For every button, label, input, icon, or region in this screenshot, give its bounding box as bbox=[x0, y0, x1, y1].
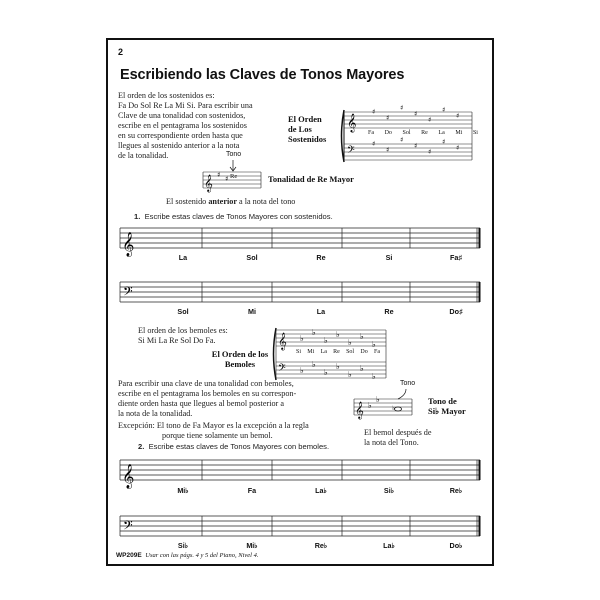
key-label: Fa bbox=[247, 486, 257, 495]
key-label: Mi bbox=[248, 307, 256, 316]
key-label: Re bbox=[316, 253, 326, 262]
text-line: El orden de los bemoles es: bbox=[138, 326, 228, 335]
svg-text:♭: ♭ bbox=[324, 336, 328, 345]
exercise-2-instruction bbox=[138, 442, 329, 451]
sharps-grand-staff bbox=[344, 106, 474, 166]
svg-text:♭: ♭ bbox=[348, 338, 352, 347]
key-label: La♭ bbox=[315, 486, 327, 495]
svg-text:♯: ♯ bbox=[386, 146, 390, 154]
svg-text:♯: ♯ bbox=[428, 116, 432, 124]
exercise-1-treble-labels bbox=[120, 253, 482, 263]
text-line: El Orden bbox=[288, 114, 322, 124]
example-caption: Tonalidad de Re Mayor bbox=[268, 174, 354, 184]
exercise-2-bass-labels bbox=[120, 541, 482, 551]
key-label: Do♯ bbox=[449, 307, 463, 316]
svg-text:♯: ♯ bbox=[456, 112, 460, 120]
bass-clef-icon: 𝄢 bbox=[347, 144, 355, 158]
key-label: Sol bbox=[177, 307, 189, 316]
exercise-2-bass-staff[interactable] bbox=[120, 512, 482, 540]
key-label: La bbox=[178, 253, 188, 262]
flats-order-label bbox=[204, 349, 276, 369]
text-line: Tono de bbox=[428, 396, 457, 406]
flats-order-notes bbox=[296, 349, 380, 355]
svg-text:♭: ♭ bbox=[336, 330, 340, 339]
svg-text:♯: ♯ bbox=[442, 138, 446, 146]
exercise-2-treble-labels bbox=[120, 486, 482, 496]
key-label: Re♭ bbox=[449, 486, 463, 495]
page-title: Escribiendo las Claves de Tonos Mayores bbox=[120, 67, 405, 83]
exercise-number: 1. bbox=[134, 212, 141, 221]
flat-sign: ♭ bbox=[376, 395, 380, 404]
svg-text:♭: ♭ bbox=[324, 368, 328, 377]
note-name: Sol bbox=[346, 349, 355, 355]
note-name: Sol bbox=[402, 130, 411, 136]
note-name: La bbox=[320, 349, 327, 355]
svg-text:♯: ♯ bbox=[456, 144, 460, 152]
text-line: de la tonalidad. bbox=[118, 151, 169, 160]
treble-clef-icon: 𝄞 bbox=[204, 174, 213, 192]
exercise-number: 2. bbox=[138, 442, 145, 451]
treble-clef-icon: 𝄞 bbox=[122, 232, 135, 256]
page-number: 2 bbox=[118, 47, 124, 57]
text-line: Sostenidos bbox=[288, 134, 327, 144]
svg-text:♯: ♯ bbox=[386, 114, 390, 122]
treble-clef-icon: 𝄞 bbox=[122, 464, 135, 488]
key-label: Si♭ bbox=[177, 541, 189, 550]
svg-text:♭: ♭ bbox=[360, 364, 364, 373]
exercise-1-treble-staff[interactable] bbox=[120, 224, 482, 256]
treble-clef-icon: 𝄞 bbox=[347, 113, 357, 132]
anterior-note bbox=[166, 197, 295, 207]
key-label: Do♭ bbox=[449, 541, 463, 550]
text-line: escribe en el pentagrama los bemoles en su correspon- bbox=[118, 389, 297, 398]
despues-note bbox=[364, 428, 432, 448]
key-label: Sol bbox=[246, 253, 258, 262]
example-note-name: Re bbox=[230, 173, 238, 180]
svg-text:♯: ♯ bbox=[428, 148, 432, 156]
bass-clef-icon: 𝄢 bbox=[123, 518, 133, 536]
svg-text:♭: ♭ bbox=[300, 334, 304, 343]
key-label: Si♭ bbox=[383, 486, 395, 495]
exception-paragraph bbox=[118, 421, 358, 441]
svg-text:♭: ♭ bbox=[348, 370, 352, 379]
note-name: Si bbox=[472, 130, 478, 136]
key-label: La bbox=[316, 307, 326, 316]
key-label: Re♭ bbox=[314, 541, 328, 550]
key-label: Mi♭ bbox=[246, 541, 258, 550]
text-line: Si Mi La Re Sol Do Fa. bbox=[138, 336, 216, 345]
page-footer bbox=[116, 552, 258, 559]
text-emphasis: anterior bbox=[208, 197, 237, 206]
text-line: en su correspondiente orden hasta que bbox=[118, 131, 243, 140]
text-line: El Orden de los bbox=[211, 349, 269, 359]
flats-example-tono-label: Tono bbox=[400, 380, 416, 387]
svg-text:♭: ♭ bbox=[300, 366, 304, 375]
footer-note: Usar con las págs. 4 y 5 del Piano, Nivel 4. bbox=[145, 552, 259, 559]
key-label: Si bbox=[385, 253, 393, 262]
sharp-sign: ♯ bbox=[225, 175, 229, 183]
text-line: Excepción: El tono de Fa Mayor es la excepción a la regla bbox=[118, 421, 309, 430]
footer-code: WP209E bbox=[116, 552, 142, 559]
text-line: Fa Do Sol Re La Mi Si. Para escribir una bbox=[118, 101, 253, 110]
svg-text:♯: ♯ bbox=[414, 110, 418, 118]
svg-text:♯: ♯ bbox=[400, 136, 404, 144]
text-line: diente orden hasta que llegues al bemol posterior a bbox=[118, 399, 284, 408]
note-name: Fa bbox=[373, 349, 380, 355]
text-line: de Los bbox=[288, 124, 312, 134]
note-name: La bbox=[438, 130, 445, 136]
note-name: Mi bbox=[455, 130, 463, 136]
exercise-1-instruction bbox=[134, 212, 333, 221]
svg-text:♯: ♯ bbox=[372, 108, 376, 116]
text-line: escribe en el pentagrama los sostenidos bbox=[118, 121, 247, 130]
text-line: la nota del Tono. bbox=[364, 438, 419, 447]
svg-text:♭: ♭ bbox=[312, 328, 316, 337]
bass-clef-icon: 𝄢 bbox=[278, 362, 286, 376]
b-flat-major-example-staff bbox=[354, 389, 414, 417]
note-name: Si bbox=[296, 349, 302, 355]
text-line: El orden de los sostenidos es: bbox=[118, 91, 215, 100]
note-name: Re bbox=[421, 130, 428, 136]
text-line: Clave de una tonalidad con sostenidos, bbox=[118, 111, 246, 120]
exercise-2-treble-staff[interactable] bbox=[120, 456, 482, 488]
text-line: llegues al sostenido anterior a la nota bbox=[118, 141, 240, 150]
svg-text:♭: ♭ bbox=[360, 332, 364, 341]
example-tono-label: Tono bbox=[226, 151, 242, 158]
exercise-text: Escribe estas claves de Tonos Mayores con bemoles. bbox=[148, 442, 330, 451]
svg-text:♭: ♭ bbox=[372, 372, 376, 381]
note-name: Do bbox=[384, 130, 392, 136]
key-label: Re bbox=[384, 307, 394, 316]
exercise-1-bass-staff[interactable] bbox=[120, 278, 482, 306]
sharp-sign: ♯ bbox=[217, 171, 221, 179]
svg-text:♯: ♯ bbox=[400, 104, 404, 112]
svg-text:♭: ♭ bbox=[372, 340, 376, 349]
text-line: Si♭ Mayor bbox=[428, 406, 466, 416]
text-line: Bemoles bbox=[224, 359, 256, 369]
note-name: Re bbox=[333, 349, 340, 355]
text-line: la nota de la tonalidad. bbox=[118, 409, 193, 418]
note-name: Do bbox=[360, 349, 368, 355]
note-name: Mi bbox=[307, 349, 315, 355]
flats-write-paragraph bbox=[118, 379, 348, 419]
svg-text:♯: ♯ bbox=[442, 106, 446, 114]
flats-example-caption bbox=[428, 396, 466, 416]
text-fragment: a la nota del tono bbox=[236, 197, 296, 206]
text-line: porque tiene solamente un bemol. bbox=[162, 431, 273, 440]
text-line: El bemol después de bbox=[364, 428, 432, 437]
sharps-order-label bbox=[288, 114, 348, 144]
flat-sign: ♭ bbox=[392, 405, 395, 412]
svg-text:♭: ♭ bbox=[312, 360, 316, 369]
svg-text:♯: ♯ bbox=[372, 140, 376, 148]
key-label: La♭ bbox=[383, 541, 395, 550]
note-name: Fa bbox=[368, 130, 374, 136]
exercise-1-bass-labels bbox=[120, 307, 482, 317]
sharps-intro bbox=[118, 91, 298, 161]
flat-sign: ♭ bbox=[368, 401, 372, 410]
worksheet-page bbox=[106, 38, 494, 566]
whole-note bbox=[395, 407, 402, 411]
svg-text:♯: ♯ bbox=[414, 142, 418, 150]
svg-text:♭: ♭ bbox=[336, 362, 340, 371]
sharps-order-notes bbox=[368, 130, 478, 136]
text-line: Para escribir una clave de una tonalidad con bemoles, bbox=[118, 379, 294, 388]
key-label: Mi♭ bbox=[177, 486, 189, 495]
flats-order-intro bbox=[138, 326, 228, 346]
exercise-text: Escribe estas claves de Tonos Mayores con sostenidos. bbox=[144, 212, 333, 221]
treble-clef-icon: 𝄞 bbox=[355, 401, 364, 419]
key-label: Fa♯ bbox=[450, 253, 462, 262]
bass-clef-icon: 𝄢 bbox=[123, 284, 133, 302]
treble-clef-icon: 𝄞 bbox=[278, 332, 287, 350]
text-fragment: El sostenido bbox=[166, 197, 209, 206]
